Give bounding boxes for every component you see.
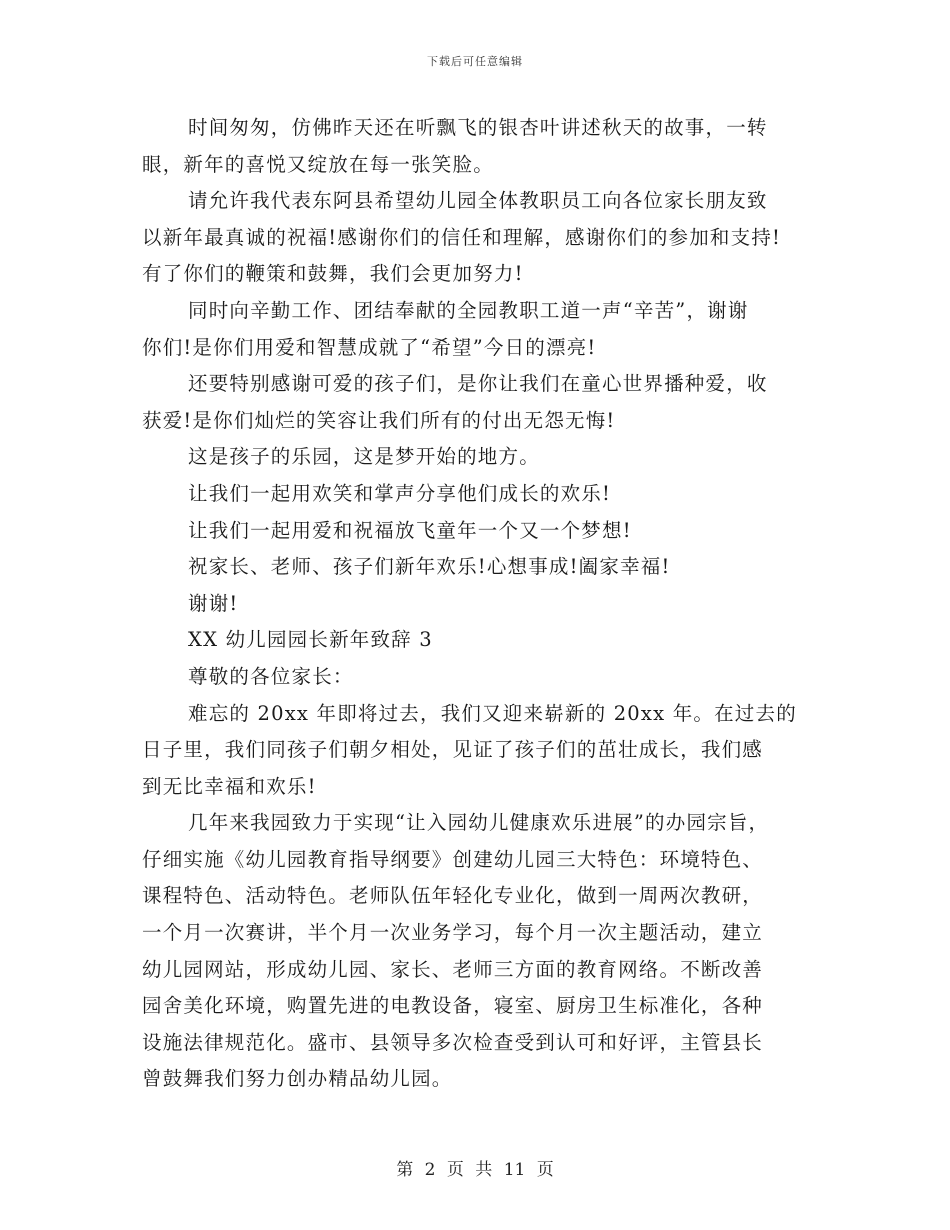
text-line: 尊敬的各位家长： [188, 664, 354, 688]
text-line: 这是孩子的乐园，这是梦开始的地方。 [188, 445, 540, 469]
page-number-footer: 第 2 页 共 11 页 [396, 1160, 554, 1180]
text-line: 几年来我园致力于实现“让入园幼儿健康欢乐进展”的办园宗旨， [188, 811, 770, 835]
text-line: 让我们一起用欢笑和掌声分享他们成长的欢乐! [188, 481, 612, 505]
text-line: 眼，新年的喜悦又绽放在每一张笑脸。 [142, 152, 494, 176]
text-line: XX 幼儿园园长新年致辞 3 [188, 628, 433, 652]
text-line: 还要特别感谢可爱的孩子们，是你让我们在童心世界播种爱，收 [188, 372, 768, 396]
text-line: 祝家长、老师、孩子们新年欢乐!心想事成!阖家幸福! [188, 555, 671, 579]
text-line: 同时向辛勤工作、团结奉献的全园教职工道一声“辛苦”，谢谢 [188, 298, 749, 322]
text-line: 你们!是你们用爱和智慧成就了“希望”今日的漂亮! [142, 335, 597, 359]
text-line: 幼儿园网站，形成幼儿园、家长、老师三方面的教育网络。不断改善 [142, 957, 764, 981]
text-line: 曾鼓舞我们努力创办精品幼儿园。 [142, 1067, 453, 1091]
text-line: 时间匆匆，仿佛昨天还在听飘飞的银杏叶讲述秋天的故事，一转 [188, 116, 768, 139]
text-line: 到无比幸福和欢乐! [142, 774, 317, 798]
text-line: 让我们一起用爱和祝福放飞童年一个又一个梦想! [188, 518, 632, 542]
text-line: 设施法律规范化。盛市、县领导多次检查受到认可和好评，主管县长 [142, 1030, 764, 1054]
text-line: 获爱!是你们灿烂的笑容让我们所有的付出无怨无悔! [142, 408, 616, 432]
text-line: 难忘的 20xx 年即将过去，我们又迎来崭新的 20xx 年。在过去的 [188, 701, 797, 725]
text-line: 谢谢! [188, 591, 239, 615]
text-line: 请允许我代表东阿县希望幼儿园全体教职员工向各位家长朋友致 [188, 189, 768, 213]
text-line: 园舍美化环境，购置先进的电教设备，寝室、厨房卫生标准化，各种 [142, 994, 764, 1018]
text-line: 有了你们的鞭策和鼓舞，我们会更加努力! [142, 262, 524, 286]
text-line: 日子里，我们同孩子们朝夕相处，见证了孩子们的茁壮成长，我们感 [142, 738, 764, 762]
text-line: 课程特色、活动特色。老师队伍年轻化专业化，做到一周两次教研， [142, 884, 764, 908]
text-line: 一个月一次赛讲，半个月一次业务学习，每个月一次主题活动，建立 [142, 921, 764, 945]
header-note: 下载后可任意编辑 [427, 55, 523, 68]
document-body [142, 110, 810, 1098]
text-line: 仔细实施《幼儿园教育指导纲要》创建幼儿园三大特色：环境特色、 [142, 847, 764, 871]
text-line: 以新年最真诚的祝福!感谢你们的信任和理解，感谢你们的参加和支持! [142, 225, 782, 249]
